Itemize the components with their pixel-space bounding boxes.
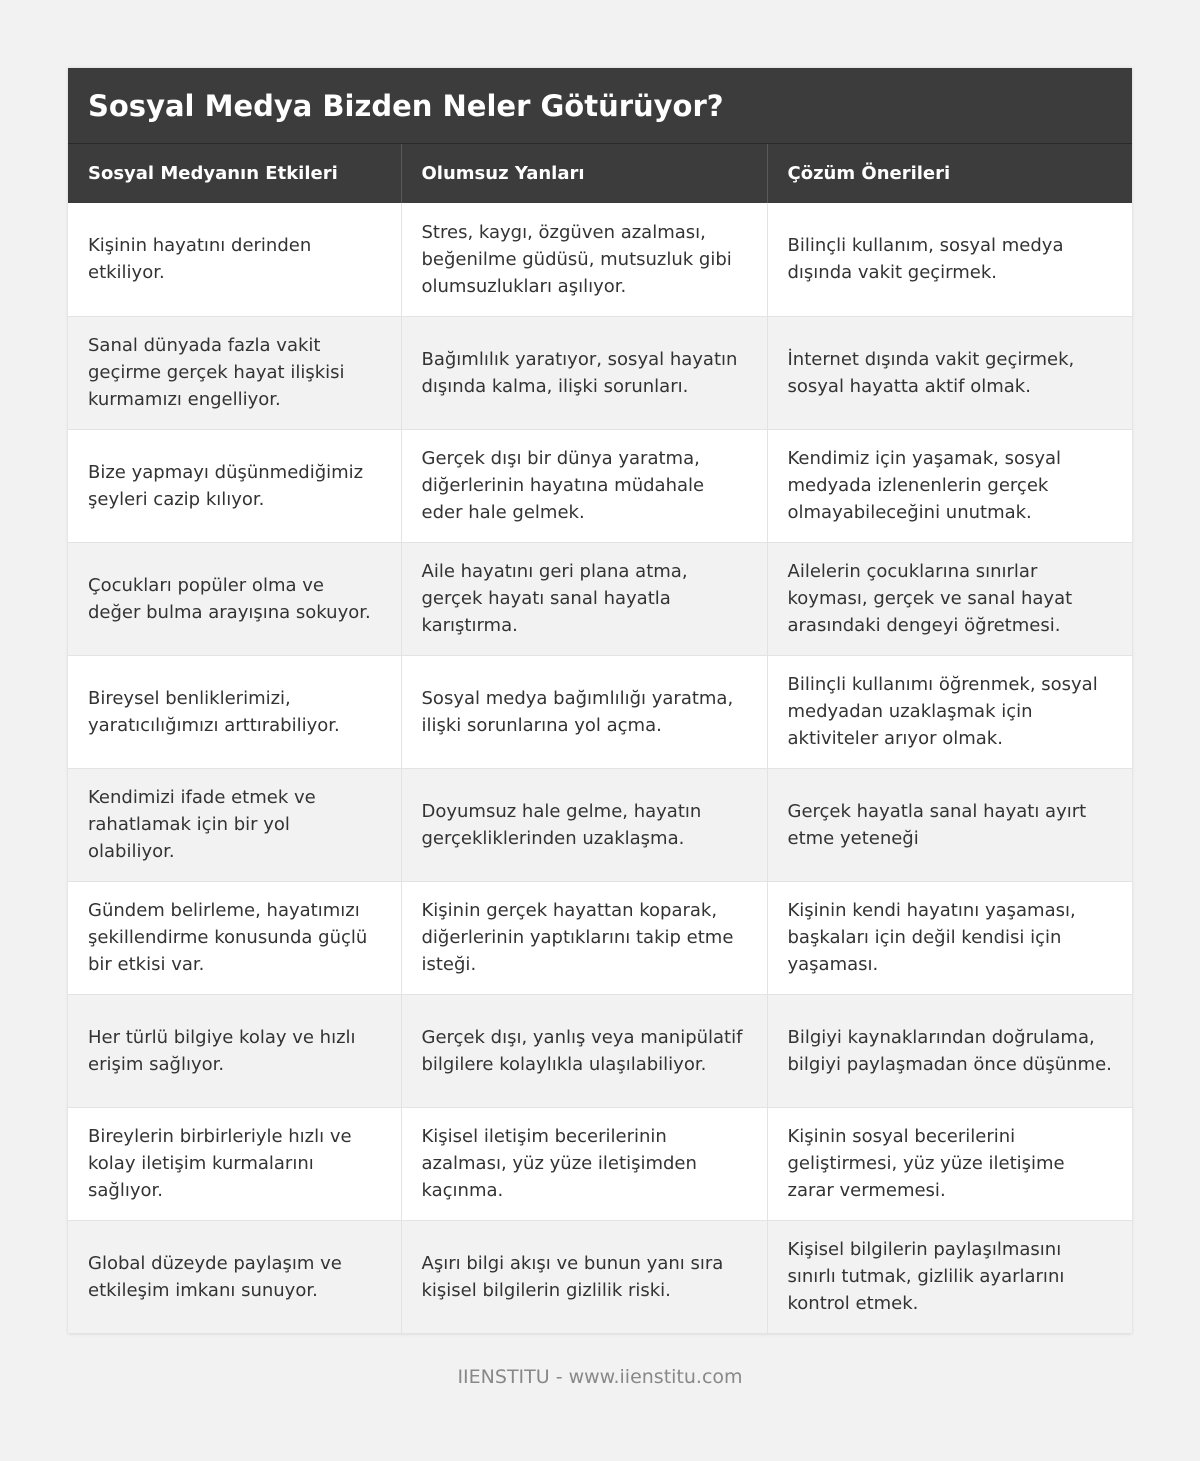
cell-effect: Bize yapmayı düşünmediğimiz şeyleri cazip kılıyor. <box>68 429 401 542</box>
cell-effect: Her türlü bilgiye kolay ve hızlı erişim sağlıyor. <box>68 994 401 1107</box>
cell-negative: Sosyal medya bağımlılığı yaratma, ilişki sorunlarına yol açma. <box>401 655 767 768</box>
table-row <box>68 655 1132 768</box>
cell-effect: Global düzeyde paylaşım ve etkileşim imkanı sunuyor. <box>68 1220 401 1333</box>
column-header-effects: Sosyal Medyanın Etkileri <box>68 144 401 203</box>
cell-effect: Çocukları popüler olma ve değer bulma arayışına sokuyor. <box>68 542 401 655</box>
table-row <box>68 994 1132 1107</box>
table-row <box>68 1220 1132 1333</box>
table-row <box>68 768 1132 881</box>
table-row <box>68 881 1132 994</box>
cell-solution: Bilinçli kullanımı öğrenmek, sosyal medyadan uzaklaşmak için aktiviteler arıyor olmak. <box>767 655 1132 768</box>
cell-negative: Stres, kaygı, özgüven azalması, beğenilme güdüsü, mutsuzluk gibi olumsuzlukları aşılıyor. <box>401 203 767 316</box>
footer-credit: IIENSTITU - www.iienstitu.com <box>457 1366 743 1388</box>
cell-effect: Sanal dünyada fazla vakit geçirme gerçek hayat ilişkisi kurmamızı engelliyor. <box>68 316 401 429</box>
cell-solution: İnternet dışında vakit geçirmek, sosyal hayatta aktif olmak. <box>767 316 1132 429</box>
cell-effect: Kendimizi ifade etmek ve rahatlamak için bir yol olabiliyor. <box>68 768 401 881</box>
cell-negative: Aile hayatını geri plana atma, gerçek hayatı sanal hayatla karıştırma. <box>401 542 767 655</box>
cell-negative: Doyumsuz hale gelme, hayatın gerçekliklerinden uzaklaşma. <box>401 768 767 881</box>
cell-solution: Kişinin kendi hayatını yaşaması, başkaları için değil kendisi için yaşaması. <box>767 881 1132 994</box>
cell-effect: Kişinin hayatını derinden etkiliyor. <box>68 203 401 316</box>
cell-negative: Gerçek dışı bir dünya yaratma, diğerlerinin hayatına müdahale eder hale gelmek. <box>401 429 767 542</box>
cell-solution: Kendimiz için yaşamak, sosyal medyada izlenenlerin gerçek olmayabileceğini unutmak. <box>767 429 1132 542</box>
cell-negative: Kişinin gerçek hayattan koparak, diğerlerinin yaptıklarını takip etme isteği. <box>401 881 767 994</box>
column-header-negatives: Olumsuz Yanları <box>401 144 767 203</box>
cell-solution: Kişisel bilgilerin paylaşılmasını sınırlı tutmak, gizlilik ayarlarını kontrol etmek. <box>767 1220 1132 1333</box>
table-title: Sosyal Medya Bizden Neler Götürüyor? <box>68 68 1132 144</box>
cell-solution: Bilgiyi kaynaklarından doğrulama, bilgiyi paylaşmadan önce düşünme. <box>767 994 1132 1107</box>
cell-effect: Gündem belirleme, hayatımızı şekillendirme konusunda güçlü bir etkisi var. <box>68 881 401 994</box>
data-table <box>68 144 1132 1334</box>
table-row <box>68 1107 1132 1220</box>
table-row <box>68 429 1132 542</box>
cell-solution: Bilinçli kullanım, sosyal medya dışında vakit geçirmek. <box>767 203 1132 316</box>
cell-negative: Bağımlılık yaratıyor, sosyal hayatın dışında kalma, ilişki sorunları. <box>401 316 767 429</box>
cell-solution: Gerçek hayatla sanal hayatı ayırt etme yeteneği <box>767 768 1132 881</box>
cell-negative: Aşırı bilgi akışı ve bunun yanı sıra kişisel bilgilerin gizlilik riski. <box>401 1220 767 1333</box>
cell-solution: Kişinin sosyal becerilerini geliştirmesi, yüz yüze iletişime zarar vermemesi. <box>767 1107 1132 1220</box>
cell-effect: Bireysel benliklerimizi, yaratıcılığımızı arttırabiliyor. <box>68 655 401 768</box>
cell-effect: Bireylerin birbirleriyle hızlı ve kolay iletişim kurmalarını sağlıyor. <box>68 1107 401 1220</box>
table-row <box>68 203 1132 316</box>
cell-solution: Ailelerin çocuklarına sınırlar koyması, gerçek ve sanal hayat arasındaki dengeyi öğretmesi. <box>767 542 1132 655</box>
table-row <box>68 542 1132 655</box>
header-row <box>68 144 1132 203</box>
cell-negative: Kişisel iletişim becerilerinin azalması, yüz yüze iletişimden kaçınma. <box>401 1107 767 1220</box>
column-header-solutions: Çözüm Önerileri <box>767 144 1132 203</box>
cell-negative: Gerçek dışı, yanlış veya manipülatif bilgilere kolaylıkla ulaşılabiliyor. <box>401 994 767 1107</box>
table-card <box>68 68 1132 1334</box>
table-row <box>68 316 1132 429</box>
